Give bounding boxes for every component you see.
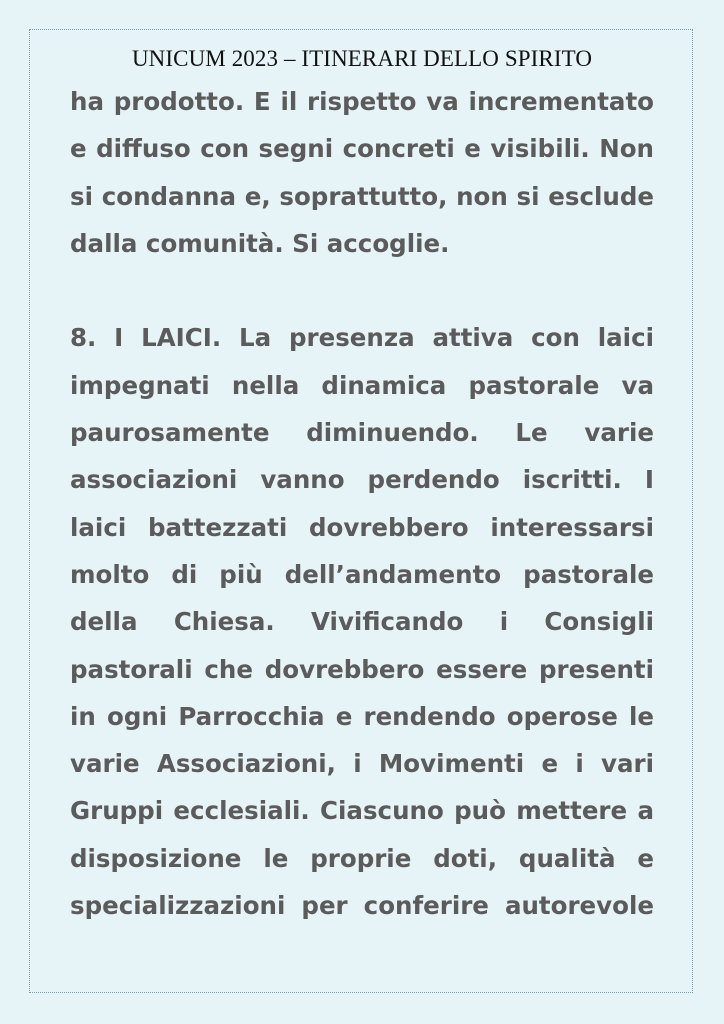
text-line: pastorali che dovrebbero essere presenti bbox=[70, 654, 654, 684]
text-line: molto di più dell’andamento pastorale bbox=[70, 559, 654, 589]
text-line: dalla comunità. Si accoglie. bbox=[70, 228, 450, 258]
text-line: impegnati nella dinamica pastorale va bbox=[70, 370, 654, 400]
text-line: specializzazioni per conferire autorevole bbox=[70, 891, 654, 921]
text-line: e diffuso con segni concreti e visibili. Non bbox=[70, 134, 654, 164]
text-line: varie Associazioni, i Movimenti e i vari bbox=[70, 749, 654, 779]
text-line: in ogni Parrocchia e rendendo operose le bbox=[70, 701, 654, 731]
section-heading-line: 8. I LAICI. La presenza attiva con laici bbox=[70, 323, 654, 353]
text-line: Gruppi ecclesiali. Ciascuno può mettere a bbox=[70, 796, 654, 826]
page-header: UNICUM 2023 – ITINERARI DELLO SPIRITO bbox=[131, 46, 593, 71]
text-line: disposizione le proprie doti, qualità e bbox=[70, 843, 654, 873]
text-line: laici battezzati dovrebbero interessarsi bbox=[70, 512, 654, 542]
text-line: della Chiesa. Vivificando i Consigli bbox=[70, 607, 654, 637]
text-line: paurosamente diminuendo. Le varie bbox=[70, 418, 654, 448]
text-line: ha prodotto. E il rispetto va incrementato bbox=[70, 87, 654, 116]
paragraph-gap bbox=[70, 267, 654, 314]
text-line: associazioni vanno perdendo iscritti. I bbox=[70, 465, 654, 495]
text-line: si condanna e, soprattutto, non si esclude bbox=[70, 181, 654, 211]
body-text bbox=[70, 78, 654, 929]
